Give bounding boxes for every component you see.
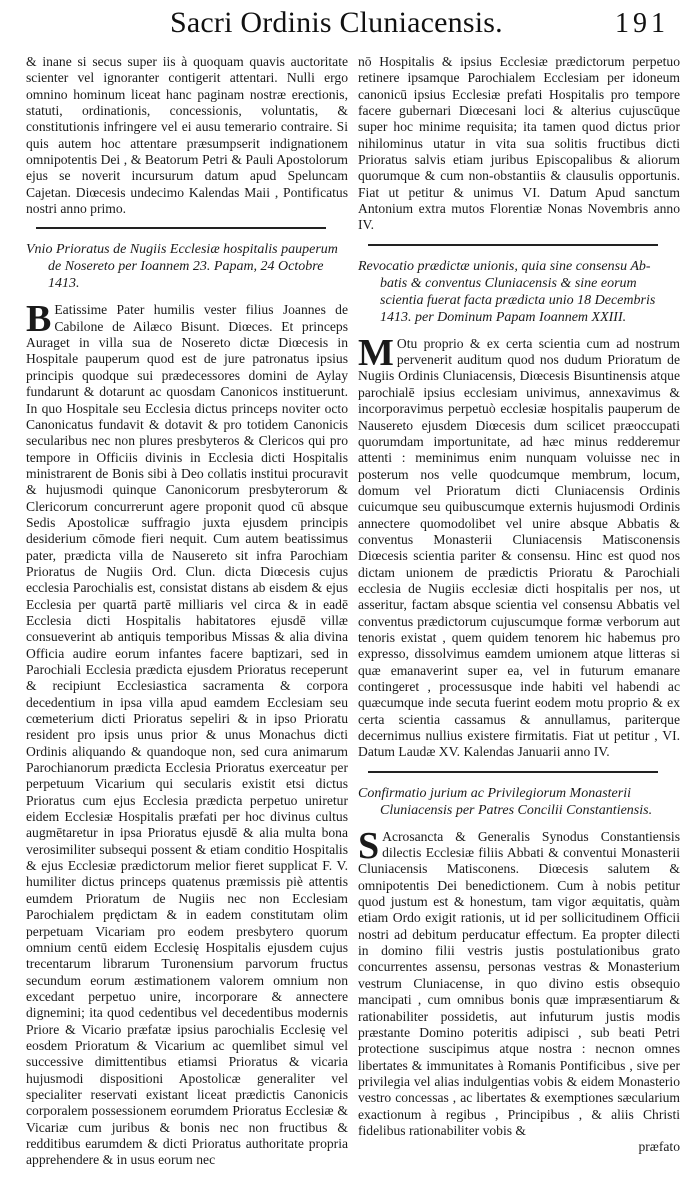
rubric-line: Revocatio prædictæ unionis, quia sine consensu Ab- xyxy=(358,258,651,274)
left-column xyxy=(26,54,348,1169)
continuation-text: nō Hospitalis & ipsius Ecclesiæ prædictorum perpetuo retinere ipsamque Parochialem Ecclesiam per idoneum canonicū ipsius Ecclesiæ prefati Hospitalis pro tempore facere gubernari Diœcesani loci & alterius cujuscūque super hoc minime requisita; ita tamen quod dictus prior nihilominus utatur in vita sua solitis fructibus dicti Prioratus salvis etiam juribus Episcopalibus & aliorum quorumque & cum non-obstantiis & clausulis opportunis. Fiat ut petitur & unimus VI. Datum Apud sanctum Antonium extra mutos Florentiæ Nonas Novembris anno IV. xyxy=(358,54,680,233)
section-divider xyxy=(368,244,658,246)
right-column xyxy=(358,54,680,1156)
rubric-line: Cluniacensis per Patres Concilii Constantiensis. xyxy=(380,802,653,818)
drop-cap: S xyxy=(358,824,380,867)
section-rubric xyxy=(26,241,348,292)
body-text: Eatissime Pater humilis vester filius Joannes de Cabilone de Ailæco Bisunt. Diœces. Et princeps Auraget in villa sua de Nosereto dictæ Diœcesis in Hospitale pauperum quod est de jure patronatus ipsius principis quodque sui prædecessores domini de Aylay fundarunt & dotarunt ac quosdam Canonicos instituerunt. In quo Hospitale seu Ecclesia dictus princeps noviter octo Canonicatus fundavit & dotavit & pro totidem Canonicis secularibus nec non plures presbyteros & Clericos qui pro tempore in Officiis divinis in Ecclesia dicti Hospitalis ministrarent de Bonis sibi à Deo collatis institui procuravit & hujusmodi quinque Canonicorum presbyterorum & Clericorum concurrerunt agere proponit quod cū absque Sedis Apostolicæ suffragio juxta ejusdem principis desiderium cōmode fieri nequit. Cum autem beatissimus pater, prædicta villa de Nausereto sit infra Parochiam Prioratus de Nugiis Ord. Clun. dicta Diœcesis cujus ecclesia Parochialis est, consistat distans ab eisdem & ejus Ecclesia per quartā partē milliaris vel circa & in eadē Ecclesia dicti Hospitalis habitatores ejusdē villæ consueverint ab antiquis temporibus Missas & alia divina Officia audire eorum infantes facere baptizari, sed in Parochiali Ecclesia prædicta ejusdem Prioratus receperunt & recipiunt Ecclesiastica sacramenta & corpora decedentium in ipsa villa apud eamdem Ecclesiam seu cœmeterium dicti Prioratus sepeliri & in ipso Prioratu resident pro ipsis unus prior & unus Monachus dicti Ordinis aliquando & quandoque non, sed cura animarum Parochianorum prædicta Ecclesia Prioratus exerceatur per perpetuum Vicarium qui secularis existit etsi dictus Prioratus cum ejus Ecclesia prædicta perpetuo uniretur eidem Ecclesiæ Hospitalis præfati per hoc divinus cultus augmētaretur in ipsa Prioratus ejusdē & alia multa bona verosimiliter subsequi possent & etiam conditio Hospitalis & ejus Ecclesiæ prædictorum melior fieret supplicat F. V. humiliter dictus princeps quatenus præmissis piè attentis eumdem Prioratum de Nugiis nec non Ecclesiam Parochialem prędictam & in eadem constitutam olim perpetuam Vicariam pro eodem presbytero quorum omnium centū eidem Ecclesię Hospitalis ejusdem cujus trecentarum librarum Turonensium parvorum fructus secundum eorum æstimationem valorem omnium non excedant perpetuo unire, incorporare & annectere dignemini; ita quod cedentibus vel decedentibus modernis Priore & Vicario præfatæ ipsius parochialis Ecclesię vel eosdem Prioratum & Vicarium ac quemlibet simul vel successive dimittentibus etiamsi Prioratus & vicaria hujusmodi dispositioni Apostolicæ generaliter vel specialiter reservati existant liceat prædictis Canonicis corporalem possessionem eorumdem Prioratus Ecclesiæ & Vicariæ cum juribus & bonis nec non fructibus & redditibus earumdem & dicti Prioratus authoritate propria apprehendere & in usus eorum nec xyxy=(26,302,348,1168)
section-divider xyxy=(368,771,658,773)
continuation-text: & inane si secus super iis à quoquam quavis auctoritate scienter vel ignoranter contigerit attentari. Nulli ergo omnino hominum liceat hanc paginam nostræ erectionis, statuti, ordinationis, concessionis, voluntatis, & constitutionis infringere vel ei ausu temerario contraire. Si quis autem hoc attentare præsumpserit indignationem omnipotentis Dei , & Beatorum Petri & Pauli Apostolorum ejus se noverit incursurum datum apud Speluncam Cajetan. Diœcesis undecimo Kalendas Maii , Pontificatus nostri anno primo. xyxy=(26,54,348,217)
drop-cap: B xyxy=(26,298,52,341)
catchword: præfato xyxy=(638,1139,680,1155)
section-body xyxy=(358,824,680,1140)
section-rubric xyxy=(358,258,680,326)
section-rubric xyxy=(358,785,680,819)
body-text: Otu proprio & ex certa scientia cum ad nostrum pervenerit auditum quod nos dudum Prioratum de Nugiis Ordinis Cluniacensis, Diœcesis Bisuntinensis atque parochialē ipsius ecclesiam univimus, annexavimus & incorporavimus perpetuò ecclesiæ hospitalis pauperum de Nausereto ejusdem Diœcesis dum scilicet præoccupati quorumdam importunitate, ad hæc minus redderemur attenti : meminimus enim nunquam voluisse nec in posterum nos velle quodcumque membrum, locum, domum vel Prioratum dicti Cluniacensis Ordinis cuicumque seu quibuscumque externis hujusmodi Ordinis annectere quomodolibet vel unire absque Abbatis & conventus Monasterii Cluniacensis Matisconensis Diœcesis scientia pariter & consensu. Hinc est quod nos dictam unionem de prædictis Prioratu & Parochiali ecclesia de Nugiis ecclesiæ dicti hospitalis per nos, ut asseritur, factam absque scientia vel consensu Abbatis vel conventus prædictorum cujuscumque formæ verborum aut tenoris existat , quem quidem tenorem hic habemus pro expresso, dissolvimus eamdem umionem atque litteras si quæ emanaverint super ea, vel in futurum emanare contingeret , processusque inde habiti vel habendi ac quæcumque inde secuta fuerint eodem motu proprio & ex certa scientia cassamus & annullamus, pariterque decernimus nullius existere firmitatis. Fiat ut petitur , VI. Datum Laudæ XV. Kalendas Januarii anno IV. xyxy=(358,335,680,760)
rubric-line: Vnio Prioratus de Nugiis Ecclesiæ hospitalis pauperum xyxy=(26,242,338,258)
running-title: Sacri Ordinis Cluniacensis. xyxy=(170,6,503,39)
body-text: Acrosancta & Generalis Synodus Constantiensis dilectis Ecclesiæ filiis Abbati & conventui Monasterii Cluniacensis Matisconens. Diœcesis salutem & omnipotentis Dei benedictionem. Cum à nobis petitur quod justum est & honestum, tam vigor æquitatis, quàm etiam Ordo exigit rationis, ut id per sollicitudinem Officii nostri ad debitum perducatur effectum. Ea propter dilecti in domino filii vestris justis postulationibus grato concurrentes assensu, personas vestras & Monasterium vestrum Cluniacense, in quo divino estis obsequio mancipati , cum omnibus bonis quæ impræsentiarum & rationabiliter possidetis, aut infuturum justis modis præstante Domino poteritis adipisci , sub beati Petri protectione suscipimus atque nostra : necnon omnes libertates & immunitates à Romanis Pontificibus , sive per privilegia vel alias indulgentias vobis & eidem Monasterio vestro concessas , ac libertates & exemptiones sæcularium exactionum à regibus , Principibus , & aliis Christi fidelibus rationabiliter vobis & xyxy=(358,828,680,1138)
rubric-line: Confirmatio jurium ac Privilegiorum Monasterii xyxy=(358,785,631,801)
rubric-line: de Nosereto per Ioannem 23. Papam, 24 Octobre 1413. xyxy=(48,259,324,292)
drop-cap: M xyxy=(358,331,394,374)
page-number: 191 xyxy=(615,8,669,39)
section-body xyxy=(26,298,348,1168)
section-body xyxy=(358,331,680,761)
page-header xyxy=(0,0,694,48)
section-divider xyxy=(36,227,326,229)
rubric-line: batis & conventus Cluniacensis & sine eorum scientia fuerat facta prædicta unio 18 Decembris 1413. per Dominum Papam Ioannem XXIII. xyxy=(380,275,656,325)
